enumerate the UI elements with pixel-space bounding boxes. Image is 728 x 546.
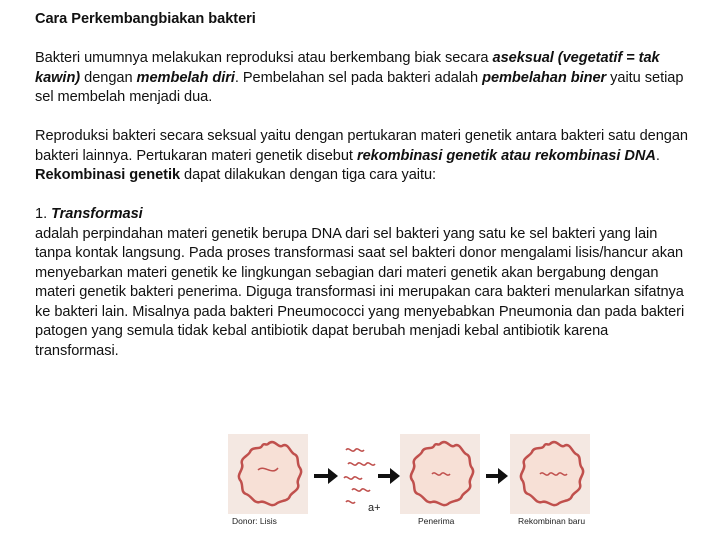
term-rekombinasi: rekombinasi genetik atau rekombinasi DNA — [356, 147, 656, 164]
term-aseksual: aseksual (vegetatif = tak kawin) — [35, 50, 660, 86]
text-run: yaitu setiap sel membelah menjadi dua. — [35, 69, 684, 105]
term-transformasi: Transformasi — [51, 206, 143, 222]
item-heading — [35, 205, 695, 225]
arrow-icon — [378, 468, 400, 484]
text-run: dapat dilakukan dengan tiga cara yaitu: — [180, 167, 437, 183]
item-number: 1. — [35, 206, 52, 222]
term-pembelahan-biner: pembelahan biner — [482, 69, 607, 86]
dna-fragments — [344, 449, 375, 503]
label-recombinant: Rekombinan baru — [518, 516, 586, 526]
text-run: . — [655, 147, 660, 164]
page-title: Cara Perkembangbiakan bakteri — [35, 11, 256, 27]
text-run: Reproduksi bakteri secara seksual yaitu dengan pertukaran materi genetik antara bakteri satu dengan bakteri lainnya. Pertukaran materi genetik disebut — [35, 128, 688, 164]
text-content — [35, 10, 695, 361]
label-donor: Donor: Lisis — [232, 516, 277, 526]
dna-fragment — [344, 477, 362, 479]
transformation-figure — [228, 430, 593, 530]
term-membelah-diri: membelah diri — [136, 69, 235, 86]
text-run: dengan — [80, 69, 137, 86]
label-dna: a+ — [368, 502, 381, 514]
dna-fragment — [348, 463, 375, 465]
arrow-icon — [314, 468, 338, 484]
dna-fragment — [346, 501, 355, 503]
dna-fragment — [346, 449, 364, 451]
paragraph-methods — [35, 166, 695, 186]
label-recipient: Penerima — [418, 516, 455, 526]
item-body: adalah perpindahan materi genetik berupa DNA dari sel bakteri yang satu ke sel bakteri yang lain tanpa kontak langsung. Pada proses transformasi saat sel bakteri donor mengalami lisis/hancur akan menyebarkan materi genetik ke lingkungan sebagian dari materi genetik akan bergabung dengan materi genetik bakteri penerima. Diguga transformasi ini merupakan cara bakteri menularkan sifatnya ke bakteri lain. Misalnya pada bakteri Pneumococci yang menyebabkan Pneumonia dan pada bakteri patogen yang semula tidak kebal antibiotik dapat berubah menjadi kebal antibiotik karena transformasi. — [35, 225, 685, 359]
paragraph-asexual — [35, 49, 695, 108]
transformation-diagram — [228, 430, 593, 530]
text-run: . Pembelahan sel pada bakteri adalah — [234, 69, 483, 86]
text-run: Bakteri umumnya melakukan reproduksi atau berkembang biak secara — [35, 50, 493, 66]
term-rekombinasi-genetik: Rekombinasi genetik — [35, 167, 181, 183]
dna-fragment — [352, 489, 370, 491]
arrow-icon — [486, 468, 508, 484]
paragraph-sexual — [35, 127, 695, 166]
